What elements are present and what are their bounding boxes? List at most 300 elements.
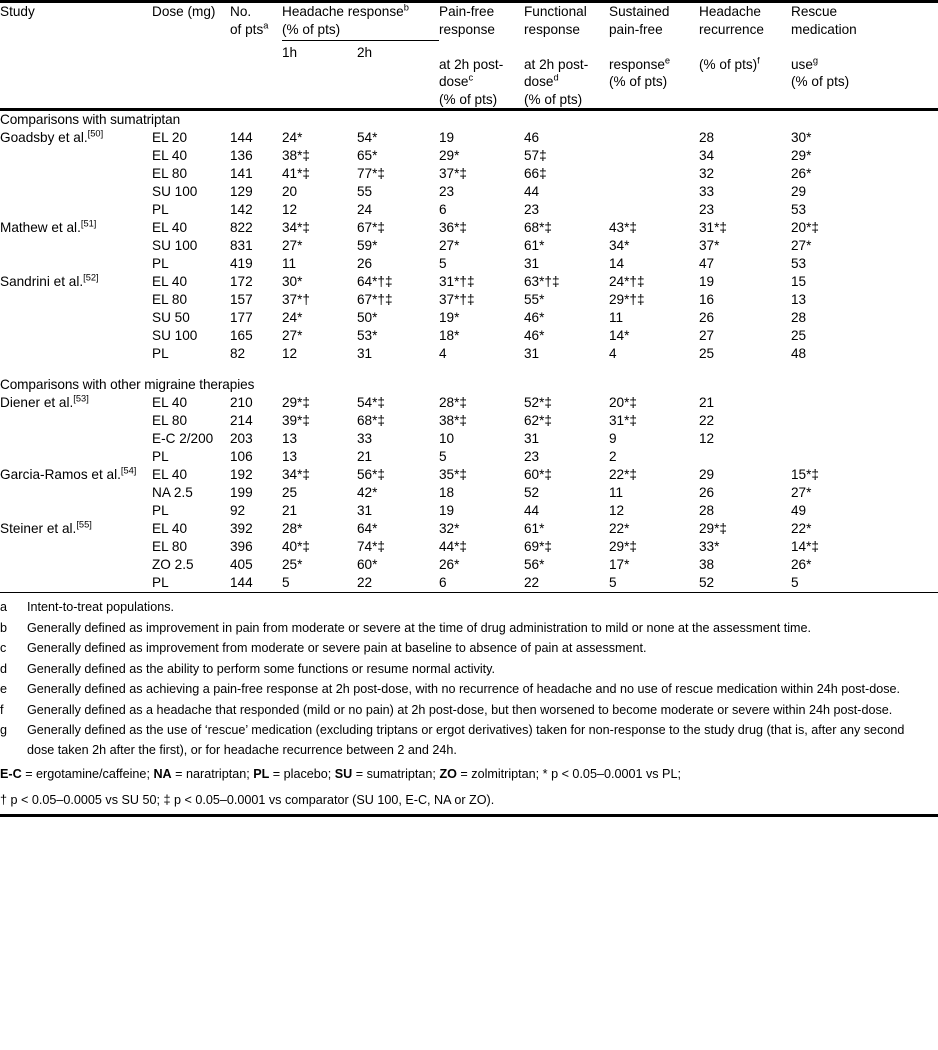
cell-rescue-medication: 29 — [791, 184, 807, 199]
cell-rescue-medication: 14*‡ — [791, 539, 819, 554]
section-gap-row — [0, 363, 938, 376]
cell-headache-response-2h: 65* — [357, 148, 378, 163]
cell-dose: EL 40 — [152, 274, 188, 289]
column-header-study — [0, 3, 152, 108]
cell-sustained-pain-free: 43*‡ — [609, 220, 637, 235]
cell-pain-free-response: 19 — [439, 503, 455, 518]
cell-sustained-pain-free — [609, 165, 699, 183]
footnote-item — [0, 619, 938, 640]
abbreviations-line-2 — [0, 787, 938, 813]
cell-headache-response-1h: 28* — [282, 521, 303, 536]
footnote-item — [0, 721, 938, 761]
study-reference: [54] — [120, 465, 137, 476]
cell-functional-response: 31 — [524, 431, 540, 446]
cell-headache-response-2h: 42* — [357, 485, 378, 500]
cell-headache-response-2h: 26 — [357, 256, 373, 271]
cell-sustained-pain-free — [609, 147, 699, 165]
cell-headache-recurrence: 26 — [699, 310, 715, 325]
header-rescue-line1: Rescue — [791, 4, 838, 19]
cell-headache-response-1h: 40*‡ — [282, 539, 310, 554]
cell-number-of-patients: 419 — [230, 256, 253, 271]
cell-pain-free-response: 32* — [439, 521, 460, 536]
table-row — [0, 556, 938, 574]
cell-study — [0, 273, 152, 291]
header-pts-text: of pts — [230, 21, 264, 37]
cell-headache-response-2h: 31 — [357, 346, 373, 361]
table-row — [0, 430, 938, 448]
cell-sustained-pain-free: 22* — [609, 521, 630, 536]
cell-headache-response-1h: 12 — [282, 202, 298, 217]
cell-pain-free-response: 6 — [439, 575, 447, 590]
footnote-ref-a: a — [263, 19, 269, 30]
cell-headache-recurrence: 37* — [699, 238, 720, 253]
cell-rescue-medication: 26* — [791, 557, 812, 572]
cell-dose: EL 40 — [152, 521, 188, 536]
cell-study — [0, 466, 152, 484]
column-header-dose — [152, 3, 230, 108]
cell-headache-response-1h: 21 — [282, 503, 298, 518]
cell-sustained-pain-free: 24*†‡ — [609, 274, 645, 289]
header-rescue-line4: (% of pts) — [791, 74, 850, 89]
cell-headache-response-1h: 34*‡ — [282, 467, 310, 482]
cell-rescue-medication: 5 — [791, 575, 799, 590]
cell-headache-response-1h: 13 — [282, 449, 298, 464]
header-painfree-line2: response — [439, 21, 495, 37]
cell-study — [0, 520, 152, 538]
header-functional-line5: (% of pts) — [524, 91, 583, 107]
cell-dose: PL — [152, 256, 169, 271]
abbreviation-key: PL — [253, 767, 270, 781]
cell-study — [0, 412, 152, 430]
column-header-1h: 1h — [282, 45, 298, 60]
header-sustained-line1: Sustained — [609, 4, 670, 19]
cell-headache-recurrence: 52 — [699, 575, 715, 590]
header-recurrence-line2: recurrence — [699, 21, 764, 37]
header-recurrence-line3 — [699, 56, 791, 74]
study-name: Diener et al. — [0, 395, 74, 410]
study-name: Garcia-Ramos et al. — [0, 467, 121, 482]
cell-rescue-medication — [791, 430, 938, 448]
cell-rescue-medication: 25 — [791, 328, 807, 343]
cell-study — [0, 538, 152, 556]
cell-dose: SU 100 — [152, 238, 198, 253]
cell-pain-free-response: 4 — [439, 346, 447, 361]
footnote-marker: a — [0, 600, 8, 614]
cell-functional-response: 68*‡ — [524, 220, 552, 235]
cell-functional-response: 69*‡ — [524, 539, 552, 554]
cell-functional-response: 56* — [524, 557, 545, 572]
cell-number-of-patients: 203 — [230, 431, 253, 446]
abbreviations-line-1 — [0, 761, 938, 787]
cell-dose: EL 40 — [152, 395, 188, 410]
cell-sustained-pain-free — [609, 183, 699, 201]
cell-pain-free-response: 23 — [439, 184, 455, 199]
cell-number-of-patients: 831 — [230, 238, 253, 253]
cell-study — [0, 219, 152, 237]
cell-study — [0, 556, 152, 574]
footnote-item — [0, 701, 938, 722]
cell-headache-response-1h: 41*‡ — [282, 166, 310, 181]
table-row — [0, 255, 938, 273]
table-row — [0, 538, 938, 556]
table-row — [0, 129, 938, 147]
cell-sustained-pain-free: 34* — [609, 238, 630, 253]
cell-study — [0, 394, 152, 412]
cell-study — [0, 309, 152, 327]
footnote-marker: c — [0, 641, 7, 655]
column-header-number-of-patients — [230, 3, 282, 108]
table-row — [0, 466, 938, 484]
cell-number-of-patients: 165 — [230, 328, 253, 343]
header-painfree-line1: Pain-free — [439, 4, 495, 19]
table-row — [0, 502, 938, 520]
table-row — [0, 273, 938, 291]
abbreviation-definition: = ergotamine/caffeine; — [21, 767, 154, 781]
header-headache-line2: (% of pts) — [282, 21, 341, 37]
cell-dose: EL 80 — [152, 413, 188, 428]
cell-functional-response: 44 — [524, 184, 540, 199]
cell-pain-free-response: 18 — [439, 485, 455, 500]
cell-headache-response-1h: 24* — [282, 130, 303, 145]
abbreviation-key: NA — [153, 767, 172, 781]
table-row — [0, 201, 938, 219]
cell-headache-response-2h: 59* — [357, 238, 378, 253]
study-reference: [52] — [83, 272, 99, 283]
section-title: Comparisons with other migraine therapies — [0, 377, 255, 392]
cell-dose: EL 80 — [152, 166, 188, 181]
cell-dose: PL — [152, 575, 169, 590]
cell-dose: EL 40 — [152, 467, 188, 482]
header-dose-line1: Dose (mg) — [152, 4, 216, 19]
header-painfree-line4 — [439, 73, 524, 91]
cell-pain-free-response: 35*‡ — [439, 467, 467, 482]
cell-headache-recurrence: 32 — [699, 166, 715, 181]
cell-pain-free-response: 18* — [439, 328, 460, 343]
cell-functional-response: 55* — [524, 292, 545, 307]
cell-study — [0, 183, 152, 201]
footnote-marker: e — [0, 682, 8, 696]
column-header-2h: 2h — [357, 45, 373, 60]
cell-sustained-pain-free — [609, 129, 699, 147]
cell-number-of-patients: 177 — [230, 310, 253, 325]
footnote-ref-d: d — [553, 72, 559, 83]
table-row — [0, 327, 938, 345]
cell-number-of-patients: 210 — [230, 395, 253, 410]
cell-pain-free-response: 27* — [439, 238, 460, 253]
abbreviation-definition: = placebo; — [269, 767, 335, 781]
cell-rescue-medication: 28 — [791, 310, 807, 325]
cell-study — [0, 237, 152, 255]
cell-headache-response-2h: 33 — [357, 431, 373, 446]
cell-sustained-pain-free: 5 — [609, 575, 617, 590]
cell-headache-response-2h: 56*‡ — [357, 467, 385, 482]
header-pts-line1: No. — [230, 4, 252, 19]
cell-study — [0, 345, 152, 363]
abbreviation-definition: = naratriptan; — [171, 767, 254, 781]
cell-headache-response-2h: 60* — [357, 557, 378, 572]
header-rescue-line2: medication — [791, 21, 857, 37]
abbreviation-definition: = sumatriptan; — [352, 767, 440, 781]
cell-number-of-patients: 142 — [230, 202, 253, 217]
cell-study — [0, 430, 152, 448]
cell-sustained-pain-free: 4 — [609, 346, 617, 361]
cell-pain-free-response: 5 — [439, 449, 447, 464]
cell-pain-free-response: 29* — [439, 148, 460, 163]
table-header-group — [0, 3, 938, 108]
header-sustained-response: response — [609, 56, 665, 72]
cell-number-of-patients: 144 — [230, 575, 253, 590]
cell-headache-response-2h: 64* — [357, 521, 378, 536]
cell-functional-response: 46 — [524, 130, 540, 145]
cell-rescue-medication: 27* — [791, 238, 812, 253]
cell-rescue-medication: 13 — [791, 292, 807, 307]
header-headache-line1 — [282, 3, 439, 21]
cell-study — [0, 502, 152, 520]
cell-headache-recurrence: 16 — [699, 292, 715, 307]
study-reference: [53] — [73, 393, 89, 404]
cell-sustained-pain-free: 31*‡ — [609, 413, 637, 428]
cell-number-of-patients: 822 — [230, 220, 253, 235]
header-recurrence-pct: (% of pts) — [699, 56, 758, 72]
cell-headache-response-2h: 77*‡ — [357, 166, 385, 181]
cell-sustained-pain-free: 12 — [609, 503, 625, 518]
cell-headache-recurrence: 47 — [699, 256, 715, 271]
footnote-item — [0, 639, 938, 660]
cell-headache-recurrence: 12 — [699, 431, 715, 446]
cell-functional-response: 52*‡ — [524, 395, 552, 410]
footnote-ref-f: f — [757, 54, 760, 65]
cell-sustained-pain-free: 11 — [609, 310, 624, 325]
cell-pain-free-response: 19* — [439, 310, 460, 325]
cell-number-of-patients: 405 — [230, 557, 253, 572]
table-bottom-rule — [0, 814, 938, 817]
cell-number-of-patients: 144 — [230, 130, 253, 145]
footnote-text: Generally defined as achieving a pain-free response at 2h post-dose, with no recurrence of headache and no use of rescue medication within 24h post-dose. — [27, 682, 901, 696]
header-pts-line2 — [230, 21, 282, 39]
cell-headache-response-2h: 50* — [357, 310, 378, 325]
cell-dose: EL 40 — [152, 148, 188, 163]
cell-headache-recurrence: 29 — [699, 467, 715, 482]
cell-number-of-patients: 136 — [230, 148, 253, 163]
cell-headache-response-1h: 27* — [282, 328, 303, 343]
cell-sustained-pain-free: 29*‡ — [609, 539, 637, 554]
study-name: Mathew et al. — [0, 220, 81, 235]
cell-sustained-pain-free: 14* — [609, 328, 630, 343]
cell-functional-response: 23 — [524, 449, 540, 464]
footnote-ref-c: c — [468, 72, 474, 83]
table-row — [0, 520, 938, 538]
table-body — [0, 111, 938, 592]
cell-headache-response-1h: 5 — [282, 575, 290, 590]
cell-sustained-pain-free — [609, 201, 699, 219]
cell-pain-free-response: 37*†‡ — [439, 292, 475, 307]
cell-number-of-patients: 192 — [230, 467, 253, 482]
footnote-text: Generally defined as improvement in pain from moderate or severe at the time of drug administration to mild or none at the assessment time. — [27, 620, 811, 635]
cell-headache-response-2h: 53* — [357, 328, 378, 343]
cell-study — [0, 574, 152, 592]
cell-dose: EL 20 — [152, 130, 188, 145]
cell-study — [0, 165, 152, 183]
section-gap — [0, 363, 938, 376]
cell-headache-response-1h: 12 — [282, 346, 298, 361]
footnote-item — [0, 680, 938, 701]
table-row — [0, 448, 938, 466]
cell-number-of-patients: 396 — [230, 539, 253, 554]
cell-headache-response-1h: 25 — [282, 485, 298, 500]
footnote-text: Generally defined as improvement from moderate or severe pain at baseline to absence of pain at assessment. — [27, 641, 647, 655]
footnote-ref-e: e — [664, 54, 671, 65]
cell-study — [0, 291, 152, 309]
header-functional-dose: dose — [524, 74, 554, 89]
column-header-functional-response — [524, 3, 609, 108]
cell-headache-recurrence: 31*‡ — [699, 220, 727, 235]
cell-dose: NA 2.5 — [152, 485, 193, 500]
cell-pain-free-response: 37*‡ — [439, 166, 467, 181]
cell-number-of-patients: 129 — [230, 184, 253, 199]
study-name: Sandrini et al. — [0, 274, 84, 289]
cell-headache-response-2h: 54* — [357, 130, 378, 145]
cell-headache-response-1h: 11 — [282, 256, 297, 271]
abbreviation-key: E-C — [0, 767, 22, 781]
cell-headache-response-2h: 68*‡ — [357, 413, 385, 428]
abbreviation-key: SU — [334, 767, 353, 781]
study-reference: [50] — [87, 128, 104, 139]
cell-functional-response: 66‡ — [524, 166, 547, 181]
table-row — [0, 345, 938, 363]
cell-number-of-patients: 214 — [230, 413, 253, 428]
cell-headache-response-1h: 39*‡ — [282, 413, 310, 428]
cell-number-of-patients: 82 — [230, 346, 246, 361]
footnote-marker: d — [0, 661, 8, 676]
cell-headache-response-1h: 25* — [282, 557, 303, 572]
footnote-text: Intent-to-treat populations. — [27, 600, 175, 614]
section-title-row — [0, 376, 938, 394]
cell-headache-response-2h: 31 — [357, 503, 373, 518]
footnote-marker: b — [0, 620, 8, 635]
cell-study — [0, 484, 152, 502]
cell-headache-response-2h: 24 — [357, 202, 373, 217]
header-rescue-line3 — [791, 56, 938, 74]
cell-rescue-medication: 29* — [791, 148, 812, 163]
cell-pain-free-response: 44*‡ — [439, 539, 467, 554]
cell-headache-response-2h: 74*‡ — [357, 539, 385, 554]
footnote-text: Generally defined as the ability to perform some functions or resume normal activity. — [27, 661, 496, 676]
cell-sustained-pain-free: 29*†‡ — [609, 292, 645, 307]
footnote-text: Generally defined as a headache that responded (mild or no pain) at 2h post-dose, but then worsened to become moderate or severe within 24h post-dose. — [27, 702, 893, 717]
cell-functional-response: 57‡ — [524, 148, 547, 163]
headache-response-span-rule — [282, 40, 439, 41]
cell-rescue-medication: 49 — [791, 503, 807, 518]
cell-headache-response-2h: 22 — [357, 575, 373, 590]
header-headache-text: Headache response — [282, 4, 404, 19]
table-row — [0, 237, 938, 255]
header-sustained-line2: pain-free — [609, 21, 663, 37]
cell-functional-response: 23 — [524, 202, 540, 217]
cell-rescue-medication: 53 — [791, 256, 807, 271]
cell-sustained-pain-free: 17* — [609, 557, 630, 572]
cell-sustained-pain-free: 11 — [609, 485, 624, 500]
cell-headache-recurrence: 19 — [699, 274, 715, 289]
table-row — [0, 412, 938, 430]
cell-headache-response-1h: 20 — [282, 184, 298, 199]
cell-pain-free-response: 10 — [439, 431, 455, 446]
cell-functional-response: 62*‡ — [524, 413, 552, 428]
cell-functional-response: 46* — [524, 310, 545, 325]
cell-headache-recurrence: 38 — [699, 557, 715, 572]
table-row — [0, 309, 938, 327]
cell-sustained-pain-free: 14 — [609, 256, 625, 271]
cell-headache-response-1h: 27* — [282, 238, 303, 253]
cell-pain-free-response: 5 — [439, 256, 447, 271]
footnote-item — [0, 660, 938, 681]
section-title: Comparisons with sumatriptan — [0, 112, 181, 127]
cell-functional-response: 61* — [524, 521, 545, 536]
cell-headache-response-1h: 13 — [282, 431, 298, 446]
cell-headache-recurrence: 29*‡ — [699, 521, 727, 536]
cell-study — [0, 327, 152, 345]
cell-dose: PL — [152, 449, 169, 464]
cell-number-of-patients: 157 — [230, 292, 253, 307]
cell-rescue-medication: 48 — [791, 346, 807, 361]
header-painfree-dose: dose — [439, 74, 469, 89]
cell-functional-response: 46* — [524, 328, 545, 343]
cell-dose: PL — [152, 503, 169, 518]
cell-rescue-medication: 15 — [791, 274, 807, 289]
cell-headache-response-1h: 38*‡ — [282, 148, 310, 163]
footnote-item — [0, 598, 938, 619]
header-row — [0, 3, 938, 108]
cell-pain-free-response: 26* — [439, 557, 460, 572]
footnote-text: Generally defined as the use of ‘rescue’ medication (excluding triptans or ergot derivatives) taken for non-response to the study drug (that is, after any second dose taken 2h after the first), or for headache recurrence between 2 and 24h. — [27, 723, 905, 757]
cell-functional-response: 31 — [524, 346, 540, 361]
cell-study — [0, 255, 152, 273]
table-row — [0, 165, 938, 183]
header-painfree-line5: (% of pts) — [439, 91, 498, 107]
cell-headache-response-1h: 29*‡ — [282, 395, 310, 410]
cell-functional-response: 52 — [524, 485, 540, 500]
cell-headache-recurrence: 33* — [699, 539, 720, 554]
column-header-pain-free-response — [439, 3, 524, 108]
table-row — [0, 574, 938, 592]
header-sustained-line3 — [609, 56, 699, 74]
cell-headache-recurrence: 21 — [699, 395, 715, 410]
cell-functional-response: 63*†‡ — [524, 274, 560, 289]
header-functional-line2: response — [524, 21, 580, 37]
header-functional-line4 — [524, 73, 609, 91]
cell-dose: PL — [152, 202, 169, 217]
header-painfree-line3: at 2h post- — [439, 56, 504, 72]
cell-dose: SU 100 — [152, 184, 198, 199]
cell-headache-response-2h: 67*†‡ — [357, 292, 393, 307]
cell-headache-recurrence — [699, 448, 791, 466]
cell-headache-response-2h: 67*‡ — [357, 220, 385, 235]
cell-dose: SU 50 — [152, 310, 190, 325]
cell-headache-response-1h: 30* — [282, 274, 303, 289]
cell-dose: EL 80 — [152, 539, 188, 554]
study-reference: [55] — [76, 519, 92, 530]
cell-number-of-patients: 92 — [230, 503, 246, 518]
footnote-ref-g: g — [812, 54, 819, 65]
cell-rescue-medication — [791, 448, 938, 466]
cell-functional-response: 60*‡ — [524, 467, 552, 482]
cell-pain-free-response: 28*‡ — [439, 395, 467, 410]
header-study-line1: Study — [0, 4, 35, 19]
table-row — [0, 291, 938, 309]
footnotes-list — [0, 593, 938, 761]
cell-pain-free-response: 19 — [439, 130, 455, 145]
cell-dose: ZO 2.5 — [152, 557, 194, 572]
cell-headache-response-1h: 34*‡ — [282, 220, 310, 235]
